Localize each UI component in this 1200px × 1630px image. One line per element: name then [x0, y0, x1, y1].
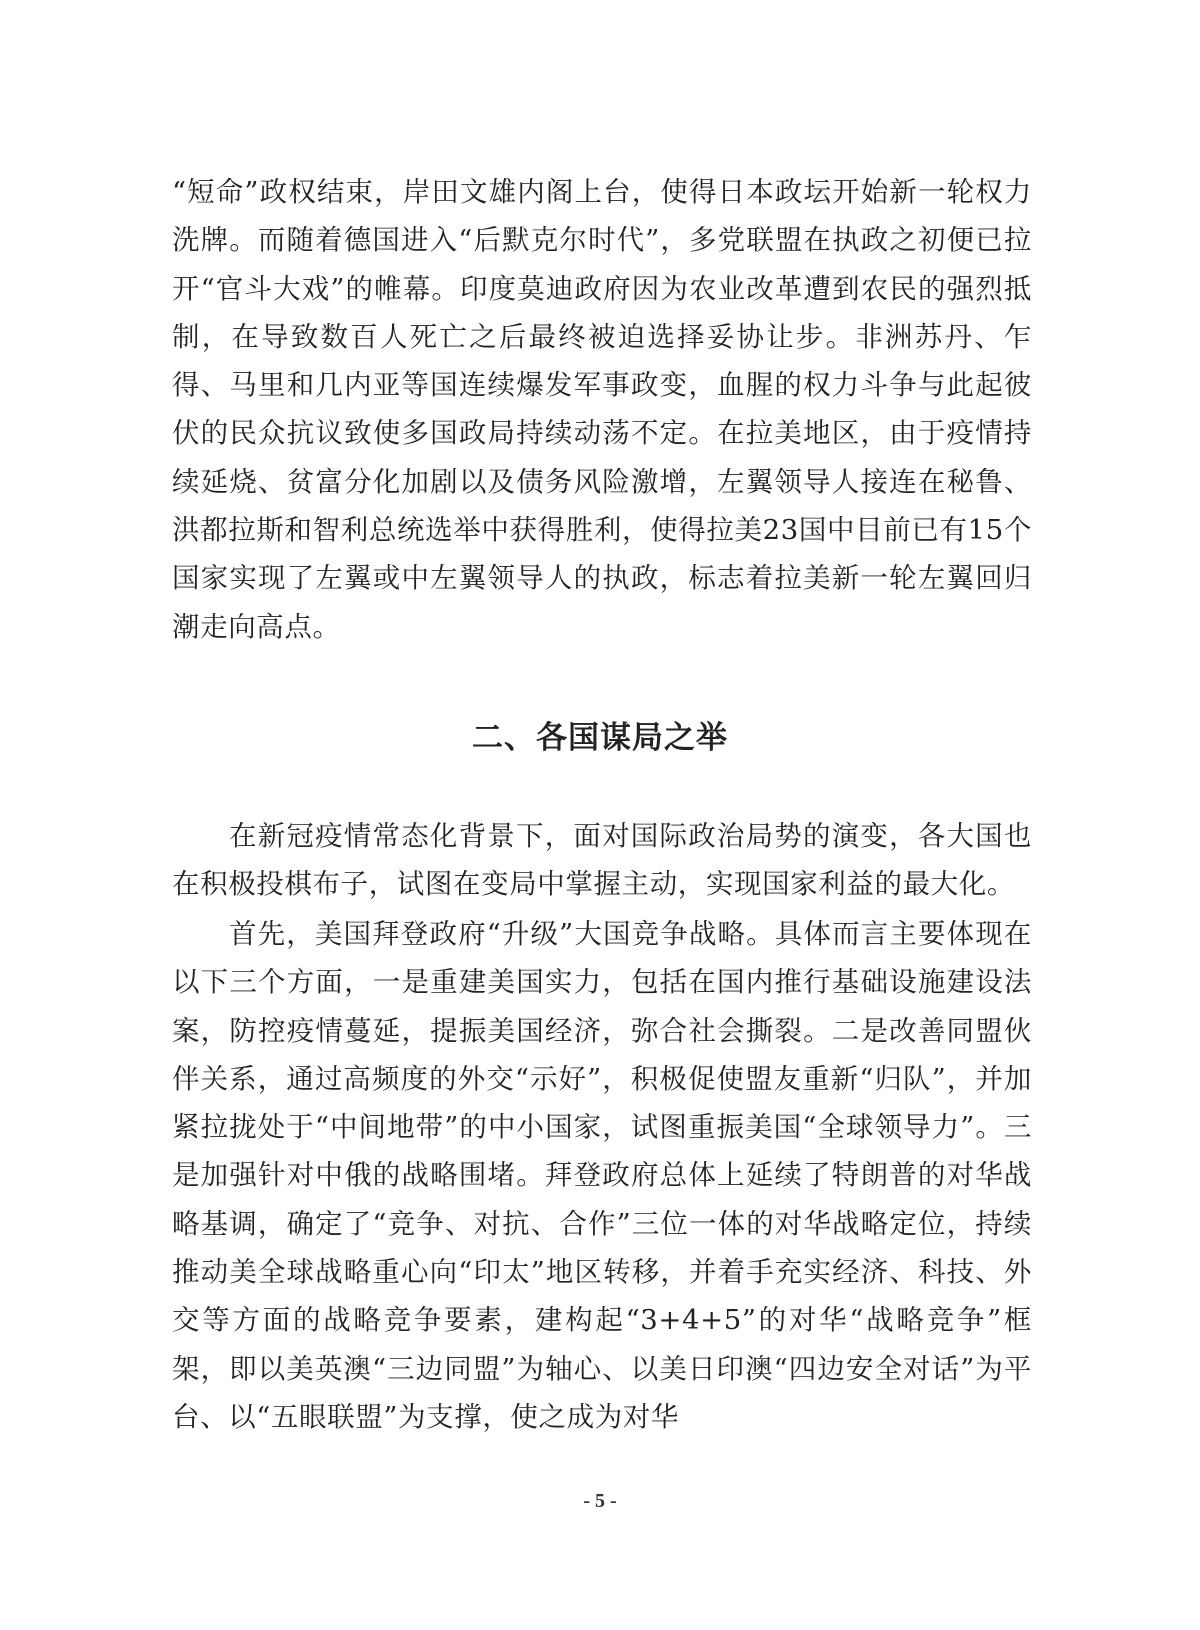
- paragraph-continuation: “短命”政权结束，岸田文雄内阁上台，使得日本政坛开始新一轮权力洗牌。而随着德国进入“后默克尔时代”，多党联盟在执政之初便已拉开“官斗大戏”的帷幕。印度莫迪政府因为农业改革遭到农民的强烈抵制，在导致数百人死亡之后最终被迫选择妥协让步。非洲苏丹、乍得、马里和几内亚等国连续爆发军事政变，血腥的权力斗争与此起彼伏的民众抗议致使多国政局持续动荡不定。在拉美地区，由于疫情持续延烧、贫富分化加剧以及债务风险激增，左翼领导人接连在秘鲁、洪都拉斯和智利总统选举中获得胜利，使得拉美23国中目前已有15个国家实现了左翼或中左翼领导人的执政，标志着拉美新一轮左翼回归潮走向高点。: [172, 176, 1032, 643]
- paragraph-us-strategy: 首先，美国拜登政府“升级”大国竞争战略。具体而言主要体现在以下三个方面，一是重建美国实力，包括在国内推行基础设施建设法案，防控疫情蔓延，提振美国经济，弥合社会撕裂。二是改善同盟伙伴关系，通过高频度的外交“示好”，积极促使盟友重新“归队”，并加紧拉拢处于“中间地带”的中小国家，试图重振美国“全球领导力”。三是加强针对中俄的战略围堵。拜登政府总体上延续了特朗普的对华战略基调，确定了“竞争、对抗、合作”三位一体的对华战略定位，持续推动美全球战略重心向“印太”地区转移，并着手充实经济、科技、外交等方面的战略竞争要素，建构起“3+4+5”的对华“战略竞争”框架，即以美英澳“三边同盟”为轴心、以美日印澳“四边安全对话”为平台、以“五眼联盟”为支撑，使之成为对华: [172, 918, 1032, 1433]
- section-heading: 二、各国谋局之举: [472, 720, 728, 756]
- page-number: - 5 -: [583, 1490, 617, 1512]
- paragraph-intro: 在新冠疫情常态化背景下，面对国际政治局势的演变，各大国也在积极投棋布子，试图在变局中掌握主动，实现国家利益的最大化。: [172, 820, 1032, 901]
